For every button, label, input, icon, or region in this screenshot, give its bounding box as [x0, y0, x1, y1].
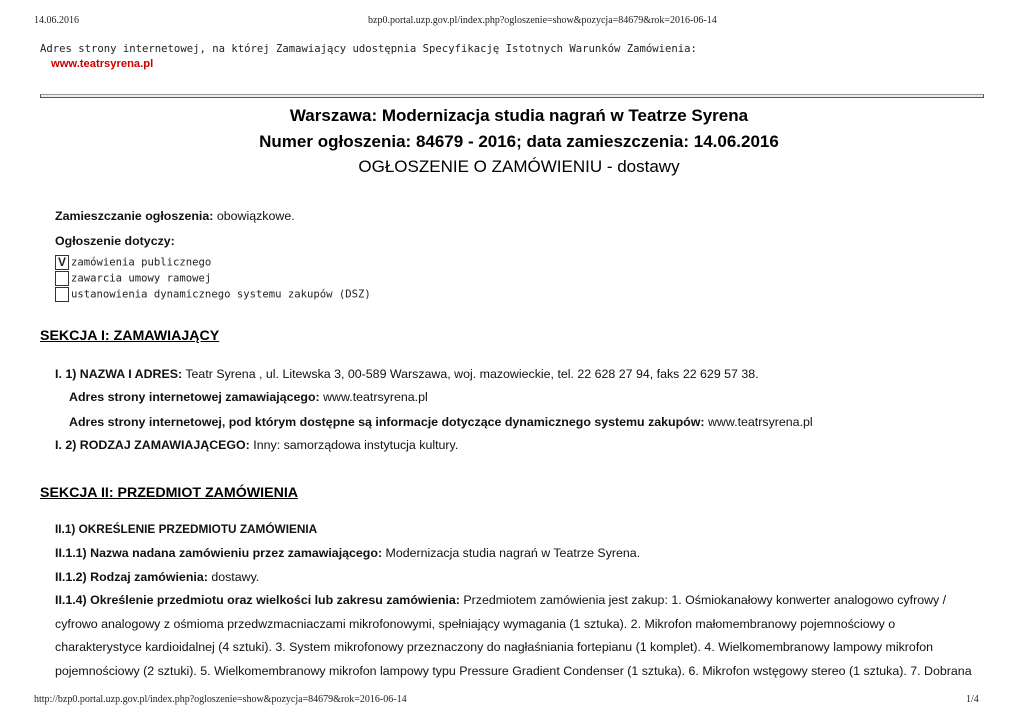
dsz-website-label: Adres strony internetowej, pod którym dostępne są informacje dotyczące dynamicznego systemu zakupów: — [69, 415, 705, 429]
announcement-number: Numer ogłoszenia: 84679 - 2016; data zamieszczenia: 14.06.2016 — [259, 132, 779, 151]
contracting-name-label: I. 1) NAZWA I ADRES: — [55, 367, 183, 381]
concerns-label: Ogłoszenie dotyczy: — [55, 234, 175, 248]
print-date: 14.06.2016 — [34, 15, 79, 26]
announcement-type: OGŁOSZENIE O ZAMÓWIENIU - dostawy — [358, 157, 680, 176]
siwz-link[interactable]: www.teatrsyrena.pl — [51, 58, 154, 70]
subject-subheading: II.1) OKREŚLENIE PRZEDMIOTU ZAMÓWIENIA — [55, 522, 318, 536]
website-value: www.teatrsyrena.pl — [323, 390, 428, 404]
contracting-type-value: Inny: samorządowa instytucja kultury. — [253, 438, 459, 452]
checkbox-empty — [55, 287, 69, 302]
checkbox-empty — [55, 271, 69, 286]
checkbox-checked: V — [55, 255, 69, 270]
section-2-heading: SEKCJA II: PRZEDMIOT ZAMÓWIENIA — [40, 485, 299, 501]
contracting-name-value: Teatr Syrena , ul. Litewska 3, 00-589 Warszawa, woj. mazowieckie, tel. 22 628 27 94, faks 22 629 57 38. — [185, 367, 759, 381]
print-header-url: bzp0.portal.uzp.gov.pl/index.php?ogloszenie=show&pozycja=84679&rok=2016-06-14 — [368, 15, 717, 26]
order-kind-value: dostawy. — [211, 570, 260, 584]
print-footer-url: http://bzp0.portal.uzp.gov.pl/index.php?ogloszenie=show&pozycja=84679&rok=2016-06-14 — [34, 694, 407, 705]
section-1-heading: SEKCJA I: ZAMAWIAJĄCY — [40, 328, 220, 344]
website-row — [69, 390, 428, 404]
posting-value: obowiązkowe. — [216, 209, 295, 223]
horizontal-rule — [40, 94, 984, 98]
contracting-name-row — [55, 367, 759, 381]
posting-row — [55, 209, 295, 223]
page-number: 1/4 — [966, 694, 979, 705]
option-framework-agreement — [55, 271, 211, 286]
order-description-label: II.1.4) Określenie przedmiotu oraz wielkości lub zakresu zamówienia: — [55, 593, 460, 607]
siwz-intro-text: Adres strony internetowej, na której Zamawiający udostępnia Specyfikację Istotnych Warunków Zamówienia: — [40, 43, 697, 55]
dsz-website-row — [69, 415, 813, 429]
website-label: Adres strony internetowej zamawiającego: — [69, 390, 320, 404]
order-name-value: Modernizacja studia nagrań w Teatrze Syrena. — [385, 546, 641, 560]
option-dynamic-purchasing — [55, 287, 371, 302]
option-public-contract — [55, 255, 211, 270]
contracting-type-row — [55, 438, 458, 452]
contracting-type-label: I. 2) RODZAJ ZAMAWIAJĄCEGO: — [55, 438, 250, 452]
option-label: zawarcia umowy ramowej — [71, 272, 212, 285]
order-name-label: II.1.1) Nazwa nadana zamówieniu przez zamawiającego: — [55, 546, 383, 560]
page-title: Warszawa: Modernizacja studia nagrań w Teatrze Syrena — [289, 106, 749, 125]
option-label: ustanowienia dynamicznego systemu zakupów (DSZ) — [71, 288, 371, 301]
dsz-website-value: www.teatrsyrena.pl — [707, 415, 813, 429]
order-name-row — [55, 546, 640, 560]
posting-label: Zamieszczanie ogłoszenia: — [55, 209, 214, 223]
order-description — [55, 589, 985, 683]
order-description-value: Przedmiotem zamówienia jest zakup: 1. Ośmiokanałowy konwerter analogowo cyfrowy / cyfrowo analogowy z ośmioma przedwzmacniaczami mikrofonowymi, spełniający wymagania (1 sztuka). 2. Mikrofon małomembranowy pojemnościowy o charakterystyce kardioidalnej (4 sztuki). 3. System mikrofonowy przeznaczony do nagłaśniania fortepianu (1 komplet). 4. Wielkomembranowy lampowy mikrofon pojemnościowy (2 sztuki). 5. Wielkomembranowy mikrofon lampowy typu Pressure Gradient Condenser (1 sztuka). 6. Mikrofon wstęgowy stereo (1 sztuka). 7. Dobrana — [55, 593, 972, 678]
option-label: zamówienia publicznego — [71, 256, 212, 269]
order-kind-label: II.1.2) Rodzaj zamówienia: — [55, 570, 208, 584]
order-kind-row — [55, 570, 259, 584]
